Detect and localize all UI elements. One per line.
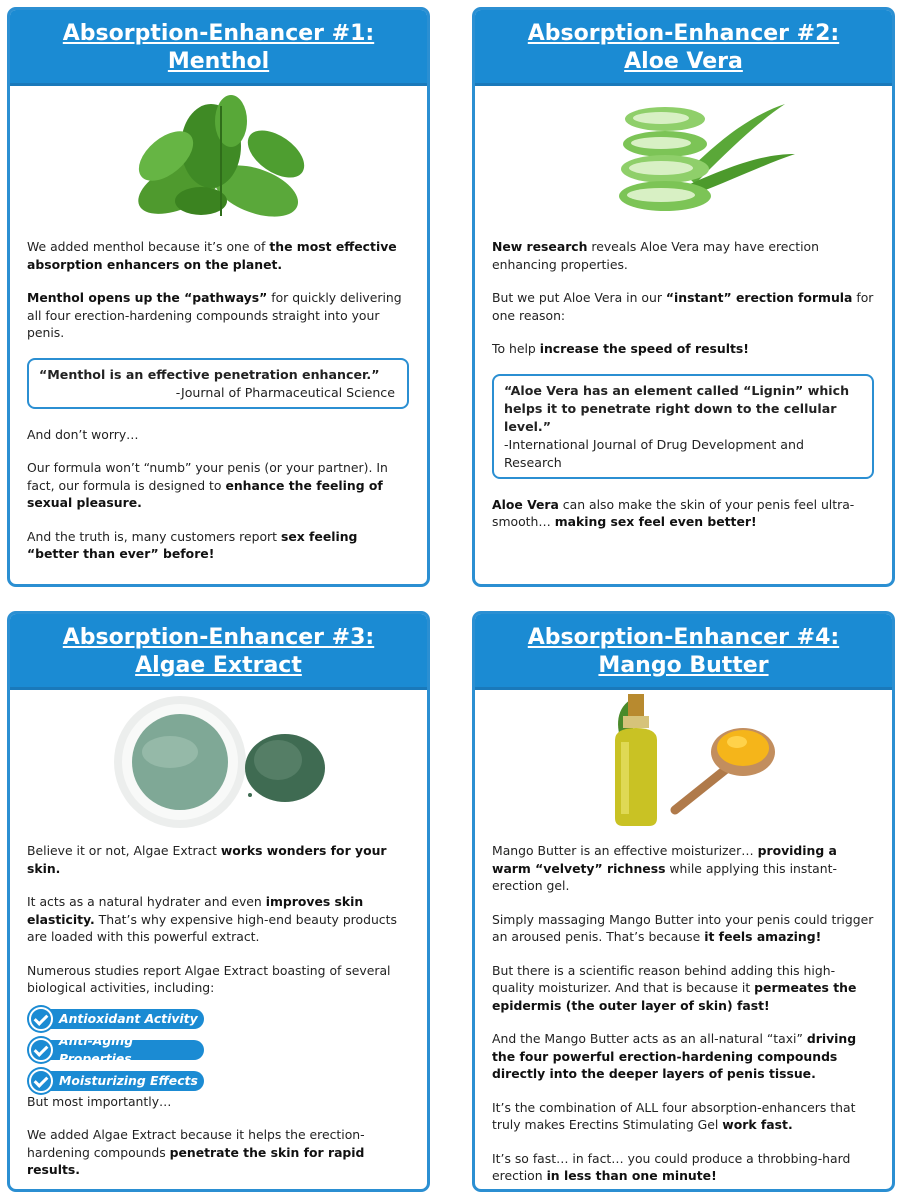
card-header [10,614,427,690]
paragraph: Simply massaging Mango Butter into your penis could trigger an aroused penis. That’s because it feels amazing! [492,911,874,944]
mint-leaves-icon [10,86,427,238]
paragraph: It’s so fast… in fact… you could produce a throbbing-hard erection in less than one minute! [492,1150,851,1183]
card-header [475,614,892,690]
badge-anti-aging-properties: Anti-Aging Properties [27,1038,204,1062]
card-title: Absorption-Enhancer #3: Algae Extract [62,625,375,678]
quote-box: “Menthol is an effective penetration enhancer.” -Journal of Pharmaceutical Science [27,358,409,409]
card-title: Absorption-Enhancer #2: Aloe Vera [527,21,840,74]
paragraph: Mango Butter is an effective moisturizer… providing a warm “velvety” richness while applying this instant-erection gel. [492,843,837,893]
paragraph: And don’t worry… [27,426,139,442]
card-header [10,10,427,86]
paragraph: But we put Aloe Vera in our “instant” erection formula for one reason: [492,290,874,323]
quote-box: “Aloe Vera has an element called “Lignin” which helps it to penetrate right down to the cellular level.” -International Journal of Drug Development and Research [492,374,874,479]
badge-moisturizing-effects: Moisturizing Effects [27,1069,204,1093]
paragraph: We added menthol because it’s one of the most effective absorption enhancers on the planet. [27,239,397,272]
algae-bowl-icon [10,690,427,842]
check-circle-icon [29,1069,53,1093]
aloe-vera-icon [475,86,892,238]
card-title: Absorption-Enhancer #1: Menthol [62,21,375,74]
paragraph: Menthol opens up the “pathways” for quickly delivering all four erection-hardening compounds straight into your penis. [27,290,402,340]
paragraph: And the Mango Butter acts as an all-natural “taxi” driving the four powerful erection-hardening compounds directly into the deeper layers of penis tissue. [492,1031,857,1081]
mango-butter-icon [475,690,892,842]
card-title: Absorption-Enhancer #4: Mango Butter [527,625,840,678]
paragraph: To help increase the speed of results! [492,341,749,356]
paragraph: Believe it or not, Algae Extract works wonders for your skin. [27,843,387,876]
card-menthol [7,7,430,587]
badge-antioxidant-activity: Antioxidant Activity [27,1007,204,1031]
paragraph: But most importantly… [27,1093,172,1109]
paragraph: New research reveals Aloe Vera may have erection enhancing properties. [492,239,819,272]
paragraph: But there is a scientific reason behind adding this high-quality moisturizer. And that is because it permeates the epidermis (the outer layer of skin) fast! [492,962,857,1013]
paragraph: And the truth is, many customers report sex feeling “better than ever” before! [27,528,358,561]
paragraph: It acts as a natural hydrater and even improves skin elasticity. That’s why expensive high-end beauty products are loaded with this powerful extract. [27,894,397,944]
paragraph: Our formula won’t “numb” your penis (or your partner). In fact, our formula is designed to enhance the feeling of sexual pleasure. [27,460,388,510]
check-circle-icon [29,1038,53,1062]
card-algae-extract [7,611,430,1192]
paragraph: We added Algae Extract because it helps the erection-hardening compounds penetrate the skin for rapid results. [27,1127,365,1177]
card-header [475,10,892,86]
check-circle-icon [29,1007,53,1031]
paragraph: Aloe Vera can also make the skin of your penis feel ultra-smooth… making sex feel even better! [492,496,855,529]
paragraph: It’s the combination of ALL four absorption-enhancers that truly makes Erectins Stimulating Gel work fast. [492,1099,856,1132]
paragraph: Numerous studies report Algae Extract boasting of several biological activities, including: [27,962,391,995]
card-aloe-vera [472,7,895,587]
card-mango-butter [472,611,895,1192]
